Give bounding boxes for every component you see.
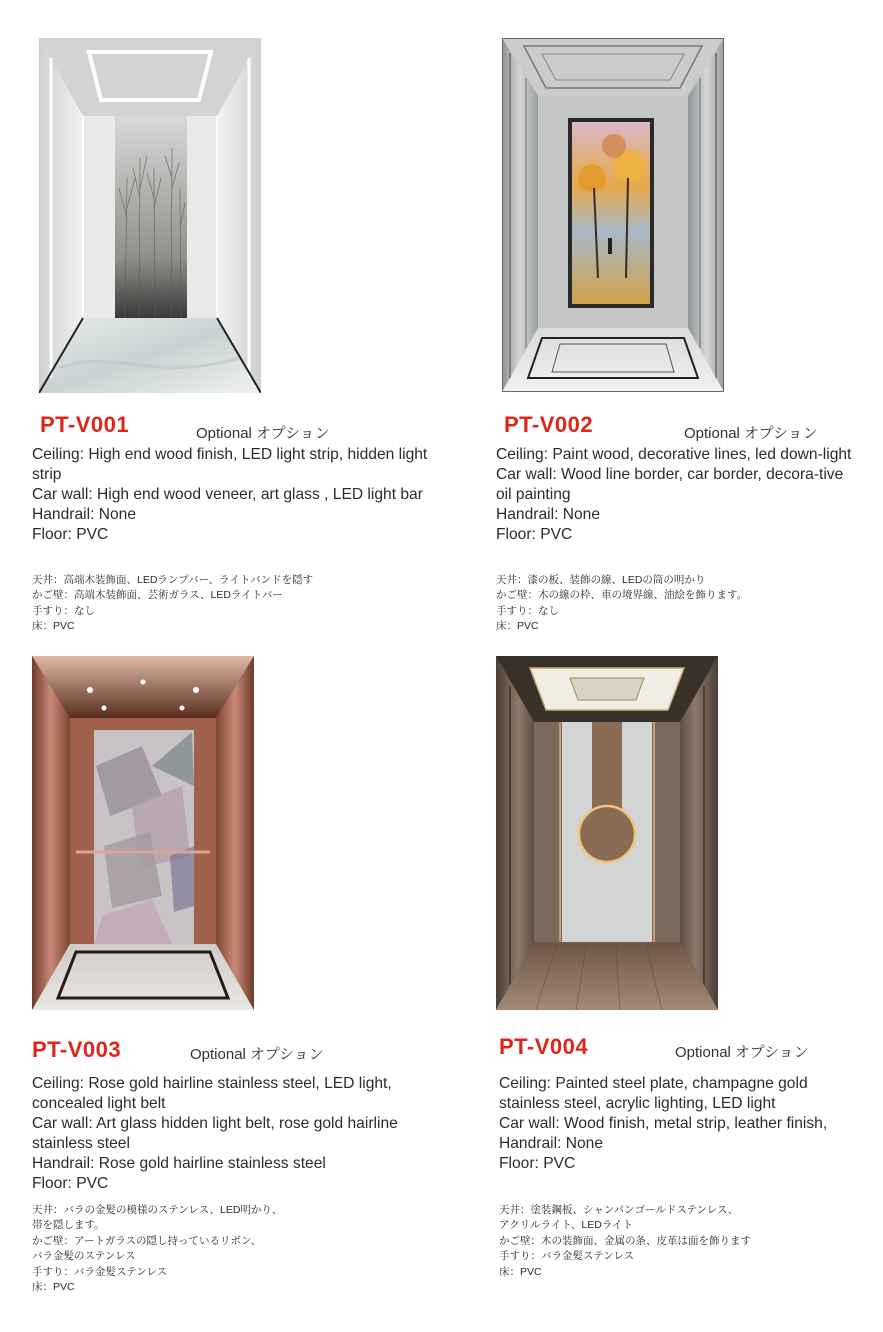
spec-jp-line: 床：PVC [32,1281,75,1294]
spec-jp-line: かご壁：木の装飾面、金属の条、皮革は面を飾ります [499,1234,751,1247]
optional-label: Optional オプション [196,425,330,442]
spec-jp-line: かご壁：アートガラスの隠し持っているリボン、 [32,1234,262,1247]
spec-jp-line: 床：PVC [496,620,539,633]
elevator-photo-pt-v001 [39,38,261,393]
product-code: PT-V003 [32,1037,122,1062]
product-code: PT-V002 [504,412,594,437]
spec-en [32,445,432,545]
optional-label: Optional オプション [190,1046,324,1063]
spec-handrail: Handrail: None [496,506,601,523]
optional-label: Optional オプション [675,1044,809,1061]
spec-jp-line: アクリルライト、LEDライト [499,1219,634,1232]
spec-jp [32,1203,282,1295]
spec-jp [499,1203,751,1280]
product-code: PT-V004 [499,1034,589,1059]
spec-handrail: Handrail: None [499,1135,604,1152]
spec-floor: Floor: PVC [499,1155,576,1172]
spec-jp-line: かご壁：木の線の枠、車の境界線、油絵を飾ります。 [496,589,748,602]
spec-jp-line: 手すり：なし [496,604,559,617]
spec-car-wall: Car wall: Art glass hidden light belt, rose gold hairline stainless steel [32,1115,398,1152]
spec-jp-line: 手すり：バラ金髪ステンレス [32,1265,168,1278]
spec-en [499,1074,859,1174]
spec-jp-line: 床：PVC [32,620,75,633]
spec-floor: Floor: PVC [32,1175,109,1192]
spec-jp-line: バラ金髪のステンレス [32,1250,136,1263]
spec-ceiling: Ceiling: High end wood finish, LED light strip, hidden light strip [32,446,428,483]
optional-label: Optional オプション [684,425,818,442]
spec-jp-line: 天井：漆の板、装飾の線、LEDの筒の明かり [496,574,706,586]
spec-jp-line: 天井：バラの金髪の模様のステンレス、LED明かり、 [32,1204,283,1216]
spec-jp-line: 手すり：なし [32,604,95,617]
spec-handrail: Handrail: Rose gold hairline stainless steel [32,1155,326,1172]
spec-car-wall: Car wall: Wood line border, car border, decora-tive oil painting [496,466,844,503]
spec-jp-line: 帯を隠します。 [32,1219,105,1232]
spec-jp-line: 手すり：バラ金髪ステンレス [499,1250,635,1263]
elevator-photo-pt-v002 [502,38,724,392]
spec-floor: Floor: PVC [32,526,109,543]
spec-ceiling: Ceiling: Rose gold hairline stainless steel, LED light, concealed light belt [32,1075,392,1112]
spec-car-wall: Car wall: High end wood veneer, art glass , LED light bar [32,486,423,503]
elevator-photo-pt-v003 [32,656,254,1010]
elevator-photo-pt-v004 [496,656,718,1010]
spec-jp-line: 天井：高端木装飾面、LEDランプバー、ライトバンドを隠す [32,574,314,586]
spec-en [496,445,856,545]
spec-ceiling: Ceiling: Paint wood, decorative lines, led down-light [496,446,852,463]
spec-car-wall: Car wall: Wood finish, metal strip, leather finish, [499,1115,828,1132]
spec-handrail: Handrail: None [32,506,137,523]
spec-jp [496,573,747,635]
spec-jp [32,573,313,635]
spec-jp-line: 床：PVC [499,1265,542,1278]
spec-en [32,1074,432,1194]
spec-floor: Floor: PVC [496,526,573,543]
spec-jp-line: 天井：塗装鋼板、シャンパンゴールドステンレス、 [499,1204,739,1216]
spec-jp-line: かご壁：高端木装飾面、芸術ガラス、LEDライトバー [32,589,283,602]
spec-ceiling: Ceiling: Painted steel plate, champagne gold stainless steel, acrylic lighting, LED light [499,1075,808,1112]
product-code: PT-V001 [40,412,130,437]
